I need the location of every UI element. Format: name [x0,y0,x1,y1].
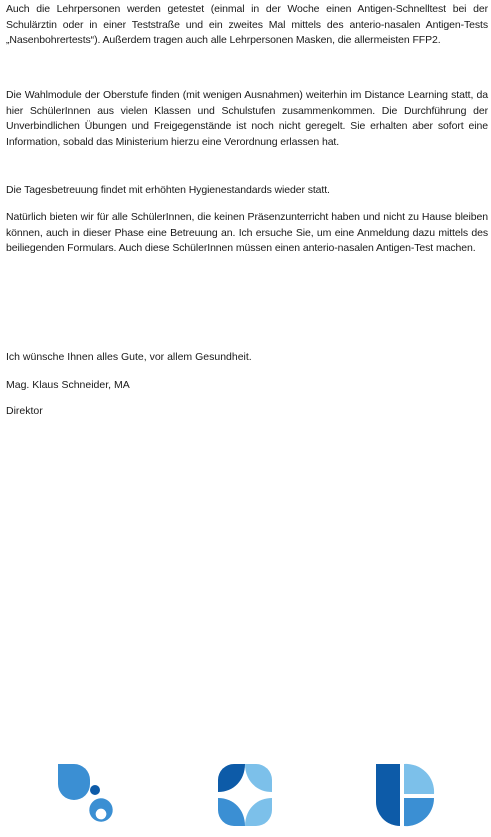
shield-top-right [404,764,434,794]
star-quadrant-bottom-right [245,798,272,826]
paragraph-teacher-testing: Auch die Lehrpersonen werden getestet (einmal in der Woche einen Antigen-Schnelltest bei der Schulärztin oder in einer Teststraße und ein zweites Mal mittels des anterio-nasalen Antigen-Tests „Nasenbohrertests“). Außerdem tragen auch alle Lehrpersonen Masken, die allermeisten FFP2. [6,3,488,47]
star-quadrant-top-right [245,764,272,792]
signer-role: Direktor [6,405,43,417]
closing-greeting: Ich wünsche Ihnen alles Gute, vor allem Gesundheit. [6,351,252,363]
lower-drop-inner [96,809,107,820]
shield-left-half [376,764,400,826]
small-dot [90,785,100,795]
drop-dots-logo-icon [52,760,118,830]
signer-name: Mag. Klaus Schneider, MA [6,379,130,391]
paragraph-supervision: Natürlich bieten wir für alle SchülerInnen, die keinen Präsenzunterricht haben und nicht zu Hause bleiben können, auch in dieser Phase eine Betreuung an. Ich ersuche Sie, um eine Anmeldung dazu mittels des beiliegenden Formulars. Auch diese SchülerInnen müssen einen anterio-nasalen Antigen-Test machen. [6,211,488,255]
drop-shape [58,764,90,800]
footer-logos [0,760,491,832]
paragraph-electives: Die Wahlmodule der Oberstufe finden (mit wenigen Ausnahmen) weiterhin im Distance Learning statt, da hier SchülerInnen aus vielen Klassen und Schulstufen zusammenkommen. Die Durchführung der Unverbindlichen Übungen und Freigegenstände ist noch nicht geregelt. Sie erhalten aber sofort eine Information, sobald das Ministerium hierzu eine Verordnung erlassen hat. [6,89,488,148]
star-quadrant-top-left [218,764,245,792]
split-shield-logo-icon [372,760,438,830]
four-point-star-logo-icon [212,760,278,830]
paragraph-day-care: Die Tagesbetreuung findet mit erhöhten Hygienestandards wieder statt. [6,184,330,196]
star-quadrant-bottom-left [218,798,245,826]
shield-bottom-right [404,798,434,826]
